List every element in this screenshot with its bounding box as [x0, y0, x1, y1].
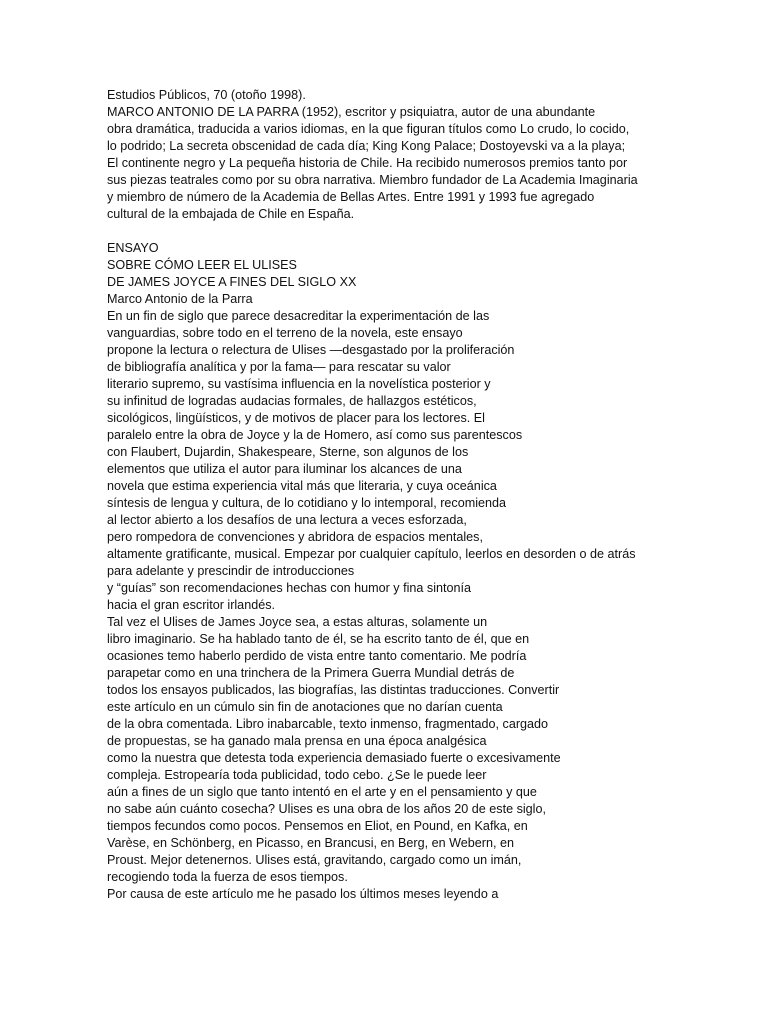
body-line: hacia el gran escritor irlandés.	[107, 598, 275, 612]
body-line: su infinitud de logradas audacias formales, de hallazgos estéticos,	[107, 394, 477, 408]
body-line: paralelo entre la obra de Joyce y la de Homero, así como sus parentescos	[107, 428, 523, 442]
bio-line: sus piezas teatrales como por su obra narrativa. Miembro fundador de La Academia Imaginaria	[107, 173, 638, 187]
body-line: compleja. Estropearía toda publicidad, todo cebo. ¿Se le puede leer	[107, 768, 487, 782]
body-line: de propuestas, se ha ganado mala prensa en una época analgésica	[107, 734, 487, 748]
body-line: no sabe aún cuánto cosecha? Ulises es una obra de los años 20 de este siglo,	[107, 802, 546, 816]
body-line: Tal vez el Ulises de James Joyce sea, a estas alturas, solamente un	[107, 615, 488, 629]
body-line: todos los ensayos publicados, las biografías, las distintas traducciones. Convertir	[107, 683, 560, 697]
body-line: pero rompedora de convenciones y abridora de espacios mentales,	[107, 530, 483, 544]
bio-line: obra dramática, traducida a varios idiomas, en la que figuran títulos como Lo crudo, lo cocido,	[107, 122, 630, 136]
body-line: síntesis de lengua y cultura, de lo cotidiano y lo intemporal, recomienda	[107, 496, 507, 510]
body-line: novela que estima experiencia vital más que literaria, y cuya oceánica	[107, 479, 497, 493]
source-citation: Estudios Públicos, 70 (otoño 1998).	[107, 88, 306, 102]
body-line: literario supremo, su vastísima influencia en la novelística posterior y	[107, 377, 491, 391]
article	[107, 240, 747, 903]
body-line: altamente gratificante, musical. Empezar por cualquier capítulo, leerlos en desorden o de atrás	[107, 547, 636, 561]
body-line: recogiendo toda la fuerza de esos tiempos.	[107, 870, 348, 884]
body-line: de bibliografía analítica y por la fama— para rescatar su valor	[107, 360, 451, 374]
body-line: Proust. Mejor detenernos. Ulises está, gravitando, cargado como un imán,	[107, 853, 522, 867]
body-line: sicológicos, lingüísticos, y de motivos de placer para los lectores. El	[107, 411, 485, 425]
body-line: vanguardias, sobre todo en el terreno de la novela, este ensayo	[107, 326, 463, 340]
body-line: Varèse, en Schönberg, en Picasso, en Brancusi, en Berg, en Webern, en	[107, 836, 514, 850]
body-line: aún a fines de un siglo que tanto intentó en el arte y en el pensamiento y que	[107, 785, 537, 799]
body-line: libro imaginario. Se ha hablado tanto de él, se ha escrito tanto de él, que en	[107, 632, 530, 646]
body-line: de la obra comentada. Libro inabarcable, texto inmenso, fragmentado, cargado	[107, 717, 549, 731]
body-line: elementos que utiliza el autor para iluminar los alcances de una	[107, 462, 462, 476]
body-line: Por causa de este artículo me he pasado los últimos meses leyendo a	[107, 887, 499, 901]
bio-line: lo podrido; La secreta obscenidad de cada día; King Kong Palace; Dostoyevski va a la playa;	[107, 139, 626, 153]
article-title-line-2: DE JAMES JOYCE A FINES DEL SIGLO XX	[107, 275, 357, 289]
body-line: En un fin de siglo que parece desacreditar la experimentación de las	[107, 309, 490, 323]
spacer	[107, 223, 747, 240]
body-line: propone la lectura o relectura de Ulises —desgastado por la proliferación	[107, 343, 515, 357]
body-line: y “guías” son recomendaciones hechas con humor y fina sintonía	[107, 581, 472, 595]
article-title-line-1: SOBRE CÓMO LEER EL ULISES	[107, 258, 297, 272]
document-page	[107, 87, 747, 903]
article-body	[107, 308, 747, 903]
bio-line: cultural de la embajada de Chile en España.	[107, 207, 355, 221]
body-line: como la nuestra que detesta toda experiencia demasiado fuerte o excesivamente	[107, 751, 561, 765]
body-line: tiempos fecundos como pocos. Pensemos en Eliot, en Pound, en Kafka, en	[107, 819, 528, 833]
body-line: parapetar como en una trinchera de la Primera Guerra Mundial detrás de	[107, 666, 515, 680]
body-line: con Flaubert, Dujardin, Shakespeare, Sterne, son algunos de los	[107, 445, 469, 459]
body-line: este artículo en un cúmulo sin fin de anotaciones que no darían cuenta	[107, 700, 503, 714]
bio-line: y miembro de número de la Academia de Bellas Artes. Entre 1991 y 1993 fue agregado	[107, 190, 595, 204]
section-label: ENSAYO	[107, 241, 159, 255]
body-line: para adelante y prescindir de introducciones	[107, 564, 355, 578]
bio-line: El continente negro y La pequeña historia de Chile. Ha recibido numerosos premios tanto por	[107, 156, 628, 170]
author-bio	[107, 104, 747, 223]
document-header	[107, 87, 747, 223]
body-line: ocasiones temo haberlo perdido de vista entre tanto comentario. Me podría	[107, 649, 527, 663]
body-line: al lector abierto a los desafíos de una lectura a veces esforzada,	[107, 513, 467, 527]
bio-line: MARCO ANTONIO DE LA PARRA (1952), escritor y psiquiatra, autor de una abundante	[107, 105, 596, 119]
article-author: Marco Antonio de la Parra	[107, 292, 253, 306]
